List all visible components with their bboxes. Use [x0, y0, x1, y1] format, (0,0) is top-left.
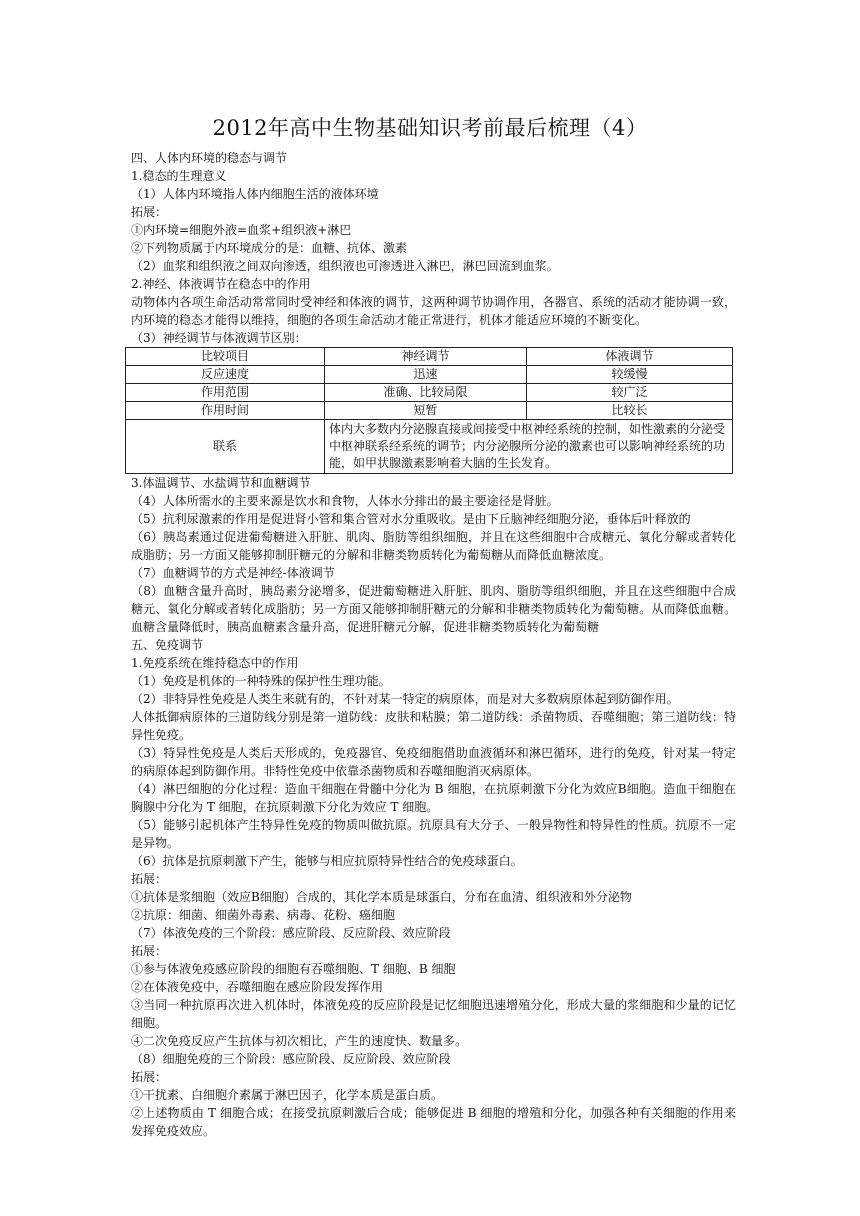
subsection-heading: 3.体温调节、水盐调节和血糖调节	[131, 476, 311, 490]
table-header-cell: 神经调节	[325, 348, 527, 366]
text-line: （2）血浆和组织液之间双向渗透，组织液也可渗透进入淋巴，淋巴回流到血浆。	[131, 259, 559, 273]
text-line: （7）血糖调节的方式是神经-体液调节	[131, 566, 335, 580]
paragraph: （5）能够引起机体产生特异性免疫的物质叫做抗原。抗原具有大分子、一般异物性和特异性的性质。抗原不一定是异物。	[131, 818, 736, 850]
paragraph: ③当同一种抗原再次进入机体时，体液免疫的反应阶段是记忆细胞迅速增殖分化，形成大量的浆细胞和少量的记忆细胞。	[131, 998, 736, 1030]
text-line: 拓展：	[131, 1070, 168, 1084]
table-cell: 反应速度	[126, 366, 325, 384]
table-cell: 联系	[126, 420, 325, 474]
table-header-cell: 比较项目	[126, 348, 325, 366]
text-line: （2）非特异性免疫是人类生来就有的，不针对某一特定的病原体，而是对大多数病原体起到防御作用。	[131, 692, 679, 706]
text-line: （6）抗体是抗原刺激下产生，能够与相应抗原特异性结合的免疫球蛋白。	[131, 854, 523, 868]
paragraph: （6）胰岛素通过促进葡萄糖进入肝脏、肌肉、脂肪等组织细胞，并且在这些细胞中合成糖元、氧化分解或者转化成脂肪；另一方面又能够抑制肝糖元的分解和非糖类物质转化为葡萄糖从而降低血糖浓度。	[131, 530, 736, 562]
paragraph: （4）淋巴细胞的分化过程：造血干细胞在骨髓中分化为 B 细胞，在抗原刺激下分化为效应B细胞。造血干细胞在胸腺中分化为 T 细胞，在抗原刺激下分化为效应 T 细胞。	[131, 782, 736, 814]
table-row	[126, 402, 733, 420]
text-line: （5）抗利尿激素的作用是促进肾小管和集合管对水分重吸收。是由下丘脑神经细胞分泌，垂体后叶释放的	[131, 512, 691, 526]
paragraph: 动物体内各项生命活动常常同时受神经和体液的调节，这两种调节协调作用，各器官、系统的活动才能协调一致，内环境的稳态才能得以维持，细胞的各项生命活动才能正常进行，机体才能适应环境的不断变化。	[131, 295, 736, 327]
text-line: ①内环境=细胞外液=血浆+组织液+淋巴	[131, 223, 352, 237]
document-body	[131, 149, 736, 1140]
comparison-table	[125, 347, 733, 474]
text-line: （7）体液免疫的三个阶段：感应阶段、反应阶段、效应阶段	[131, 926, 451, 940]
paragraph: 人体抵御病原体的三道防线分别是第一道防线：皮肤和粘膜；第二道防线：杀菌物质、吞噬细胞；第三道防线：特异性免疫。	[131, 710, 736, 742]
text-line: （1）人体内环境指人体内细胞生活的液体环境	[131, 187, 379, 201]
text-line: 拓展：	[131, 205, 168, 219]
table-cell: 准确、比较局限	[325, 384, 527, 402]
table-cell: 短暂	[325, 402, 527, 420]
table-cell: 体内大多数内分泌腺直接或间接受中枢神经系统的控制，如性激素的分泌受中枢神联系经系统的调节；内分泌腺所分泌的激素也可以影响神经系统的功能，如甲状腺激素影响着大脑的生长发育。	[325, 420, 733, 474]
text-line: ①参与体液免疫感应阶段的细胞有吞噬细胞、T 细胞、B 细胞	[131, 962, 456, 976]
table-header-row	[126, 348, 733, 366]
paragraph: （8）血糖含量升高时，胰岛素分泌增多，促进葡萄糖进入肝脏、肌肉、脂肪等组织细胞，并且在这些细胞中合成糖元、氧化分解或者转化成脂肪；另一方面又能够抑制肝糖元的分解和非糖类物质转化为葡萄糖。从而降低血糖。血糖含量降低时，胰高血糖素含量升高，促进肝糖元分解，促进非糖类物质转化为葡萄糖	[131, 584, 736, 634]
subsection-heading: 1.稳态的生理意义	[131, 169, 227, 183]
text-line: ①抗体是浆细胞（效应B细胞）合成的，其化学本质是球蛋白，分布在血清、组织液和外分泌物	[131, 890, 632, 904]
section-heading: 五、免疫调节	[131, 638, 204, 652]
text-line: 拓展：	[131, 944, 168, 958]
paragraph: （3）特异性免疫是人类后天形成的，免疫器官、免疫细胞借助血液循环和淋巴循环，进行的免疫，针对某一特定的病原体起到防御作用。非特性免疫中依靠杀菌物质和吞噬细胞消灭病原体。	[131, 746, 736, 778]
table-cell: 迅速	[325, 366, 527, 384]
text-line: ②在体液免疫中，吞噬细胞在感应阶段发挥作用	[131, 980, 384, 994]
table-cell: 作用时间	[126, 402, 325, 420]
text-line: （1）免疫是机体的一种特殊的保护性生理功能。	[131, 674, 391, 688]
table-cell: 比较长	[527, 402, 733, 420]
table-row	[126, 366, 733, 384]
table-row	[126, 384, 733, 402]
text-line: （8）细胞免疫的三个阶段：感应阶段、反应阶段、效应阶段	[131, 1052, 451, 1066]
document-title: 2012年高中生物基础知识考前最后梳理（4）	[212, 116, 648, 140]
table-cell: 较广泛	[527, 384, 733, 402]
subsection-heading: 1.免疫系统在维持稳态中的作用	[131, 656, 299, 670]
table-cell: 较缓慢	[527, 366, 733, 384]
text-line: 拓展：	[131, 872, 168, 886]
text-line: ②下列物质属于内环境成分的是：血糖、抗体、激素	[131, 241, 408, 255]
text-line: （4）人体所需水的主要来源是饮水和食物，人体水分排出的最主要途径是肾脏。	[131, 494, 559, 508]
text-line: ②抗原：细菌、细菌外毒素、病毒、花粉、癌细胞	[131, 908, 396, 922]
table-caption: （3）神经调节与体液调节区别：	[131, 331, 307, 345]
table-header-cell: 体液调节	[527, 348, 733, 366]
subsection-heading: 2.神经、体液调节在稳态中的作用	[131, 277, 311, 291]
table-row	[126, 420, 733, 474]
section-heading: 四、人体内环境的稳态与调节	[131, 151, 288, 165]
text-line: ①干扰素、白细胞介素属于淋巴因子，化学本质是蛋白质。	[131, 1088, 444, 1102]
paragraph: ②上述物质由 T 细胞合成；在接受抗原刺激后合成；能够促进 B 细胞的增殖和分化，加强各种有关细胞的作用来发挥免疫效应。	[131, 1106, 736, 1138]
text-line: ④二次免疫反应产生抗体与初次相比，产生的速度快、数量多。	[131, 1034, 468, 1048]
table-cell: 作用范围	[126, 384, 325, 402]
